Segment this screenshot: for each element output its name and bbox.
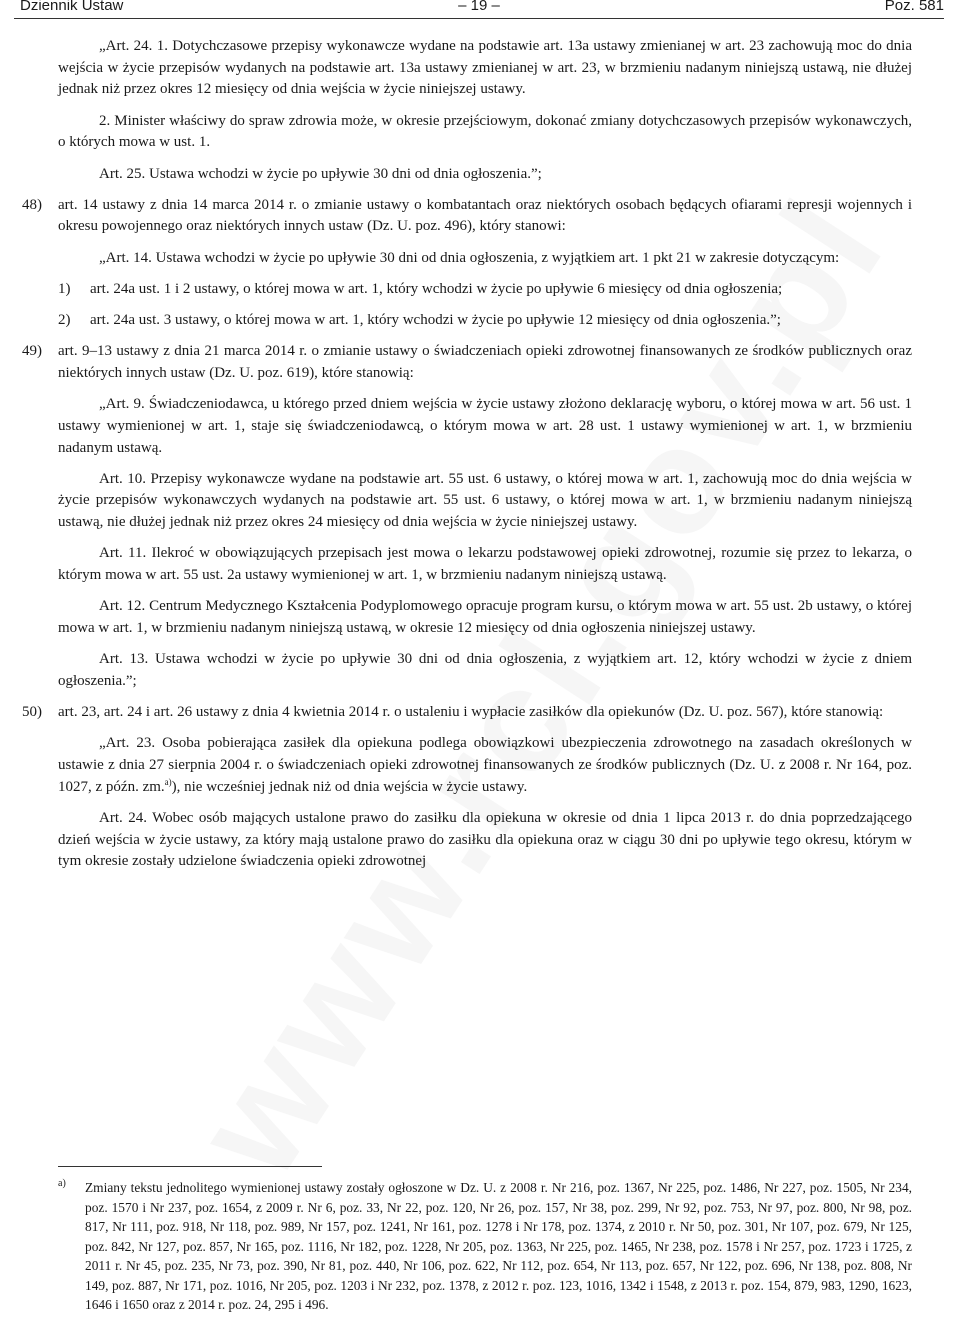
paragraph-text: ), nie wcześniej jednak niż od dnia wejścia w życie ustawy.: [171, 778, 528, 795]
paragraph-art-13: Art. 13. Ustawa wchodzi w życie po upływie 30 dni od dnia ogłoszenia, z wyjątkiem art. 12, który wchodzi w życie z dniem ogłoszenia.”;: [58, 651, 912, 689]
footnote-divider: [58, 1166, 322, 1167]
journal-title: Dziennik Ustaw: [20, 0, 124, 14]
item-number: 48): [22, 196, 42, 213]
paragraph-art-10: Art. 10. Przepisy wykonawcze wydane na podstawie art. 55 ust. 6 ustawy, o której mowa w art. 1, zachowują moc do dnia wejścia w życie przepisów wykonawczych wydanych na podstawie art. 55 ust. 6 ustawy, o której mowa w art. 1, w brzmieniu nadanym niniejszą ustawą, nie dłużej jednak niż przez okres 24 miesięcy od dnia wejścia w życie niniejszej ustawy.: [58, 470, 912, 531]
paragraph-art-24-2: 2. Minister właściwy do spraw zdrowia może, w okresie przejściowym, dokonać zmiany dotychczasowych przepisów wykonawczych, o których mowa w ust. 1.: [58, 112, 912, 151]
paragraph-art-24: Art. 24. Wobec osób mających ustalone prawo do zasiłku dla opiekuna w okresie od dnia 1 lipca 2013 r. do dnia poprzedzającego dzień wejścia w życie ustawy, za który mają ustalone prawo do zasiłku dla opiekuna oraz w ciągu 30 dni po upływie tego okresu, którym w tym okresie zostały udzielone świadczenia opieki zdrowotnej: [58, 809, 912, 870]
page-header: [14, 0, 944, 19]
paragraph-art-23: [58, 733, 912, 798]
footnote-mark: a): [58, 1178, 66, 1189]
paragraph-art-24-1: „Art. 24. 1. Dotychczasowe przepisy wykonawcze wydane na podstawie art. 13a ustawy zmienianej w art. 23 zachowują moc do dnia wejścia w życie przepisów wydanych na podstawie art. 13a ustawy zmienianej w art. 23, w brzmieniu nadanym niniejszą ustawą, nie dłużej jednak niż przez okres 12 miesięcy od dnia wejścia w życie niniejszej ustawy.: [58, 38, 912, 98]
sub-item-number: 1): [58, 280, 71, 297]
item-text: art. 14 ustawy z dnia 14 marca 2014 r. o zmianie ustawy o kombatantach oraz niektórych osobach będących ofiarami represji wojennych i okresu powojennego oraz niektórych innych ustaw (Dz. U. poz. 496), który stanowi:: [58, 196, 912, 235]
position-number: Poz. 581: [884, 0, 944, 14]
paragraph-art-12: Art. 12. Centrum Medycznego Kształcenia Podyplomowego opracuje program kursu, o którym mowa w art. 55 ust. 2b ustawy, o której mowa w art. 1, w brzmieniu nadanym niniejszą ustawą, w okresie 12 miesięcy od dnia ogłoszenia niniejszej ustawy.: [58, 598, 912, 636]
sub-item-1: [58, 279, 912, 301]
paragraph-text: „Art. 23. Osoba pobierająca zasiłek dla opiekuna podlega obowiązkowi ubezpieczenia zdrowotnego na zasadach określonych w ustawie z dnia 27 sierpnia 2004 r. o świadczeniach opieki zdrowotnej finansowanych ze środków publicznych (Dz. U. z 2008 r. Nr 164, poz. 1027, z późn. zm.: [58, 735, 912, 795]
list-item-50: [22, 702, 912, 724]
document-body: [22, 36, 912, 873]
footnote-text: Zmiany tekstu jednolitego wymienionej ustawy zostały ogłoszone w Dz. U. z 2008 r. Nr 216, poz. 1367, Nr 225, poz. 1486, Nr 227, poz. 1505, Nr 234, poz. 1570 i Nr 237, poz. 1654, z 2009 r. Nr 6, poz. 33, Nr 22, poz. 120, Nr 26, poz. 157, Nr 38, poz. 299, Nr 92, poz. 753, Nr 97, poz. 800, Nr 98, poz. 817, Nr 111, poz. 918, Nr 118, poz. 989, Nr 157, poz. 1241, Nr 161, poz. 1278 i Nr 178, poz. 1374, z 2010 r. Nr 50, poz. 301, Nr 107, poz. 679, Nr 125, poz. 842, Nr 127, poz. 857, Nr 165, poz. 1116, Nr 182, poz. 1228, Nr 205, poz. 1363, Nr 225, poz. 1465, Nr 238, poz. 1578 i Nr 257, poz. 1723 i 1725, z 2011 r. Nr 45, poz. 235, Nr 73, poz. 390, Nr 81, poz. 440, Nr 106, poz. 622, Nr 112, poz. 654, Nr 113, poz. 657, Nr 122, poz. 696, Nr 138, poz. 808, Nr 149, poz. 887, Nr 171, poz. 1016, Nr 205, poz. 1203 i Nr 232, poz. 1378, z 2012 r. poz. 123, 1016, 1342 i 1548, z 2013 r. poz. 154, 879, 983, 1290, 1623, 1646 i 1650 oraz z 2014 r. poz. 24, 295 i 496.: [85, 1180, 912, 1312]
sub-item-text: art. 24a ust. 3 ustawy, o której mowa w art. 1, który wchodzi w życie po upływie 12 miesięcy od dnia ogłoszenia.”;: [90, 312, 781, 329]
item-text: art. 9–13 ustawy z dnia 21 marca 2014 r. o zmianie ustawy o świadczeniach opieki zdrowotnej finansowanych ze środków publicznych oraz niektórych innych ustaw (Dz. U. poz. 619), które stanowią:: [58, 343, 912, 381]
paragraph-art-11: Art. 11. Ilekroć w obowiązujących przepisach jest mowa o lekarzu podstawowej opieki zdrowotnej, rozumie się przez to lekarza, o którym mowa w art. 55 ust. 2a ustawy wymienionej w art. 1, w brzmieniu nadanym niniejszą ustawą.: [58, 545, 912, 584]
sub-item-number: 2): [58, 312, 71, 329]
list-item-49: [22, 341, 912, 384]
item-number: 49): [22, 343, 42, 360]
item-number: 50): [22, 704, 42, 721]
page-number: – 19 –: [458, 0, 500, 14]
sub-item-2: [58, 310, 912, 332]
sub-item-text: art. 24a ust. 1 i 2 ustawy, o której mowa w art. 1, który wchodzi w życie po upływie 6 miesięcy od dnia ogłoszenia;: [90, 280, 783, 297]
paragraph-art-9: „Art. 9. Świadczeniodawca, u którego przed dniem wejścia w życie ustawy złożono deklarację wyboru, o której mowa w art. 56 ust. 1 ustawy wymienionej w art. 1, staje się świadczeniodawcą, o którym mowa w art. 28 ust. 1 ustawy wymienionej w art. 1, w brzmieniu nadanym ustawą.: [58, 396, 912, 456]
paragraph-art-14: „Art. 14. Ustawa wchodzi w życie po upływie 30 dni od dnia ogłoszenia, z wyjątkiem art. 1 pkt 21 w zakresie dotyczącym:: [99, 249, 840, 266]
paragraph-art-25: Art. 25. Ustawa wchodzi w życie po upływie 30 dni od dnia ogłoszenia.”;: [99, 165, 542, 182]
item-text: art. 23, art. 24 i art. 26 ustawy z dnia 4 kwietnia 2014 r. o ustaleniu i wypłacie zasiłków dla opiekunów (Dz. U. poz. 567), które stanowią:: [58, 704, 884, 721]
footnote-reference: a): [164, 776, 172, 787]
list-item-48: [22, 195, 912, 238]
footnote: [58, 1178, 912, 1315]
